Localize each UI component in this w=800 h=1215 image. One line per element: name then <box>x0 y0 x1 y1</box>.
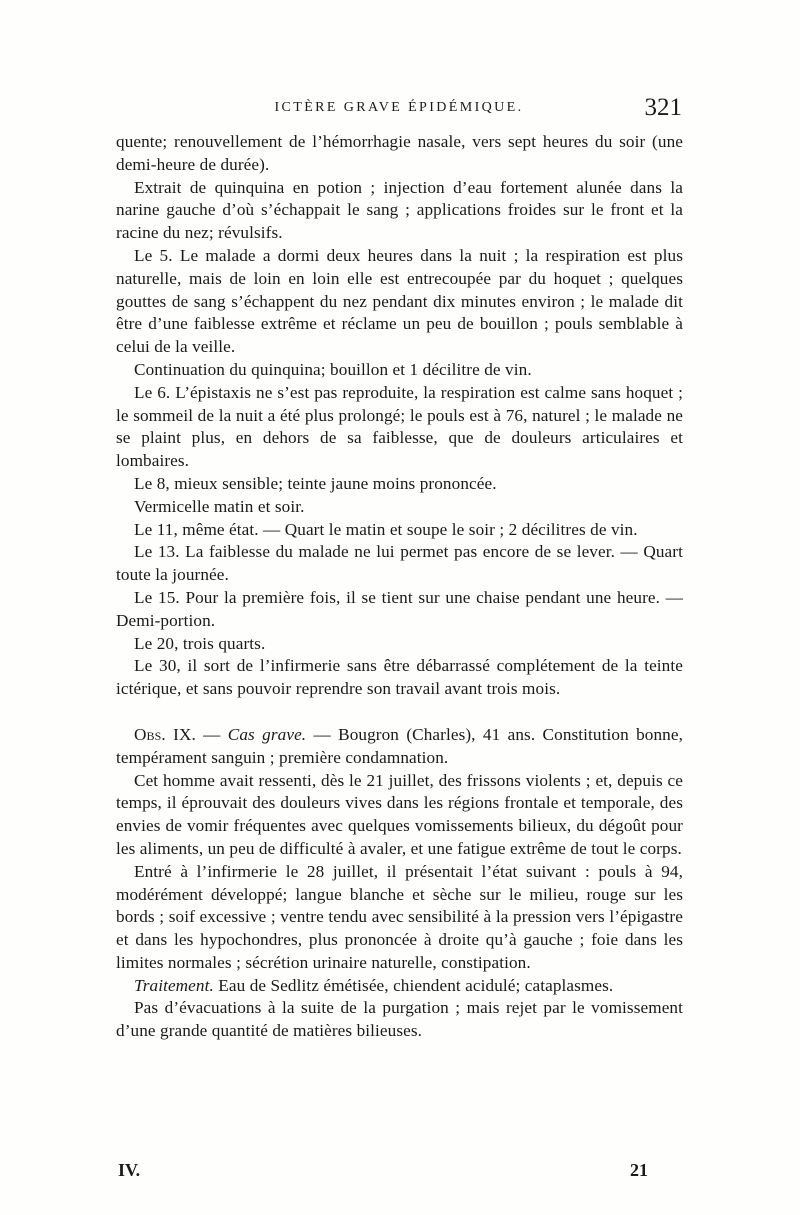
paragraph: Le 30, il sort de l’infirmerie sans être débarrassé complétement de la teinte ictérique, et sans pouvoir reprendre son travail avant trois mois. <box>116 656 683 699</box>
paragraph: Le 15. Pour la première fois, il se tient sur une chaise pendant une heure. — Demi-portion. <box>116 587 683 630</box>
paragraph: Le 8, mieux sensible; teinte jaune moins prononcée. <box>134 473 497 493</box>
page-footer <box>118 1160 684 1186</box>
paragraph: Continuation du quinquina; bouillon et 1 décilitre de vin. <box>134 359 532 379</box>
paragraph: Le 6. L’épistaxis ne s’est pas reproduite, la respiration est calme sans hoquet ; le sommeil de la nuit a été plus prolongé; le pouls est à 76, naturel ; le malade ne se plaint plus, en dehors de sa faiblesse, que de douleurs articulaires et lombaires. <box>116 382 683 471</box>
paragraph: Pas d’évacuations à la suite de la purgation ; mais rejet par le vomissement d’une grande quantité de matières bilieuses. <box>116 998 683 1041</box>
paragraph: Entré à l’infirmerie le 28 juillet, il présentait l’état suivant : pouls à 94, modérément développé; langue blanche et sèche sur le milieu, rouge sur les bords ; soif excessive ; ventre tendu avec sensibilité à la pression vers l’épigastre et dans les hypochondres, plus prononcée à droite qu’à gauche ; foie dans les limites normales ; sécrétion urinaire naturelle, constipation. <box>116 861 683 972</box>
paragraph: Extrait de quinquina en potion ; injection d’eau fortement alunée dans la narine gauche d’où s’échappait le sang ; applications froides sur le front et la racine du nez; révulsifs. <box>116 177 683 243</box>
signature-number: 21 <box>630 1160 648 1180</box>
observation-label: Obs. IX. — <box>134 724 228 744</box>
observation-details: — Bougron (Charles), 41 ans. Constitution bonne, tempérament sanguin ; première condamnation. <box>116 724 683 767</box>
signature-mark: IV. <box>118 1160 141 1180</box>
paragraph: Le 13. La faiblesse du malade ne lui permet pas encore de se lever. — Quart toute la journée. <box>116 542 683 585</box>
paragraph: quente; renouvellement de l’hémorrhagie nasale, vers sept heures du soir (une demi-heure de durée). <box>116 132 683 174</box>
treatment-paragraph <box>116 975 683 998</box>
paragraph: Le 5. Le malade a dormi deux heures dans la nuit ; la respiration est plus naturelle, mais de loin en loin elle est entrecoupée par du hoquet ; quelques gouttes de sang s’échappent du nez pendant dix minutes environ ; le malade dit être d’une faiblesse extrême et réclame un peu de bouillon ; pouls semblable à celui de la veille. <box>116 245 683 357</box>
paragraph: Vermicelle matin et soir. <box>134 496 305 516</box>
page-number: 321 <box>644 94 682 121</box>
treatment-label: Traitement. <box>134 975 214 995</box>
paragraph: Cet homme avait ressenti, dès le 21 juillet, des frissons violents ; et, depuis ce temps, il éprouvait des douleurs vives dans les régions frontale et temporale, des envies de vomir fréquentes avec quelques vomissements bilieux, du dégoût pour les aliments, un peu de difficulté à avaler, et une fatigue extrême de tout le corps. <box>116 770 683 858</box>
observation-heading <box>116 724 683 770</box>
running-title: ICTÈRE GRAVE ÉPIDÉMIQUE. <box>274 100 524 115</box>
body-text <box>116 131 683 1043</box>
treatment-details: Eau de Sedlitz émétisée, chiendent acidulé; cataplasmes. <box>213 975 614 995</box>
page-header <box>116 94 682 130</box>
case-severity: Cas grave. <box>227 724 307 744</box>
paragraph: Le 11, même état. — Quart le matin et soupe le soir ; 2 décilitres de vin. <box>134 519 638 539</box>
paragraph: Le 20, trois quarts. <box>134 633 266 653</box>
